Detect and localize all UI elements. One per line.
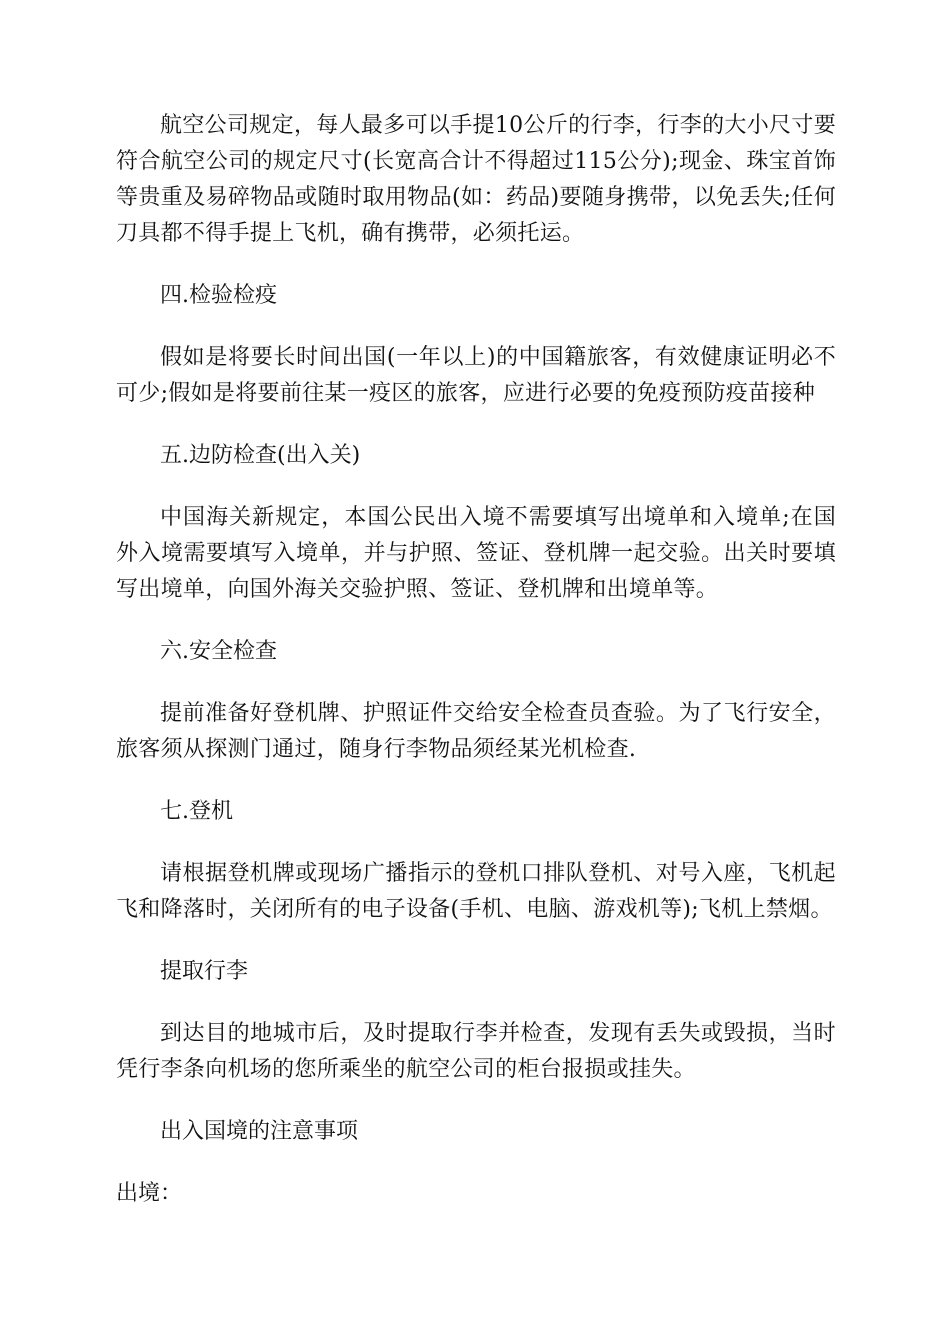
heading-baggage-claim: 提取行李 — [160, 959, 249, 984]
paragraph-customs-forms: 中国海关新规定，本国公民出入境不需要填写出境单和入境单;在国外入境需要填写入境单，并与护照、签证、登机牌一起交验。出关时要填写出境单，向国外海关交验护照、签证、登机牌和出境单等。 — [116, 505, 836, 602]
paragraph-boarding-rules: 请根据登机牌或现场广播指示的登机口排队登机、对号入座，飞机起飞和降落时，关闭所有的电子设备(手机、电脑、游戏机等);飞机上禁烟。 — [116, 861, 836, 922]
heading-border-check: 五.边防检查(出入关) — [160, 443, 361, 468]
label-departure: 出境： — [116, 1181, 183, 1206]
heading-boarding: 七.登机 — [160, 799, 233, 824]
heading-inspection-quarantine: 四.检验检疫 — [160, 283, 277, 308]
paragraph-carry-on-rules: 航空公司规定，每人最多可以手提10公斤的行李，行李的大小尺寸要符合航空公司的规定尺寸(长宽高合计不得超过115公分);现金、珠宝首饰等贵重及易碎物品或随时取用物品(如：药品)要随身携带，以免丢失;任何刀具都不得手提上飞机，确有携带，必须托运。 — [116, 113, 836, 246]
heading-border-notes: 出入国境的注意事项 — [160, 1119, 359, 1144]
document-page — [116, 108, 836, 1212]
paragraph-health-certificate: 假如是将要长时间出国(一年以上)的中国籍旅客，有效健康证明必不可少;假如是将要前往某一疫区的旅客，应进行必要的免疫预防疫苗接种 — [116, 345, 836, 406]
paragraph-baggage-claim: 到达目的地城市后，及时提取行李并检查，发现有丢失或毁损，当时凭行李条向机场的您所乘坐的航空公司的柜台报损或挂失。 — [116, 1021, 836, 1082]
heading-security-check: 六.安全检查 — [160, 639, 277, 664]
paragraph-security-procedure: 提前准备好登机牌、护照证件交给安全检查员查验。为了飞行安全，旅客须从探测门通过，随身行李物品须经某光机检查. — [116, 701, 836, 762]
